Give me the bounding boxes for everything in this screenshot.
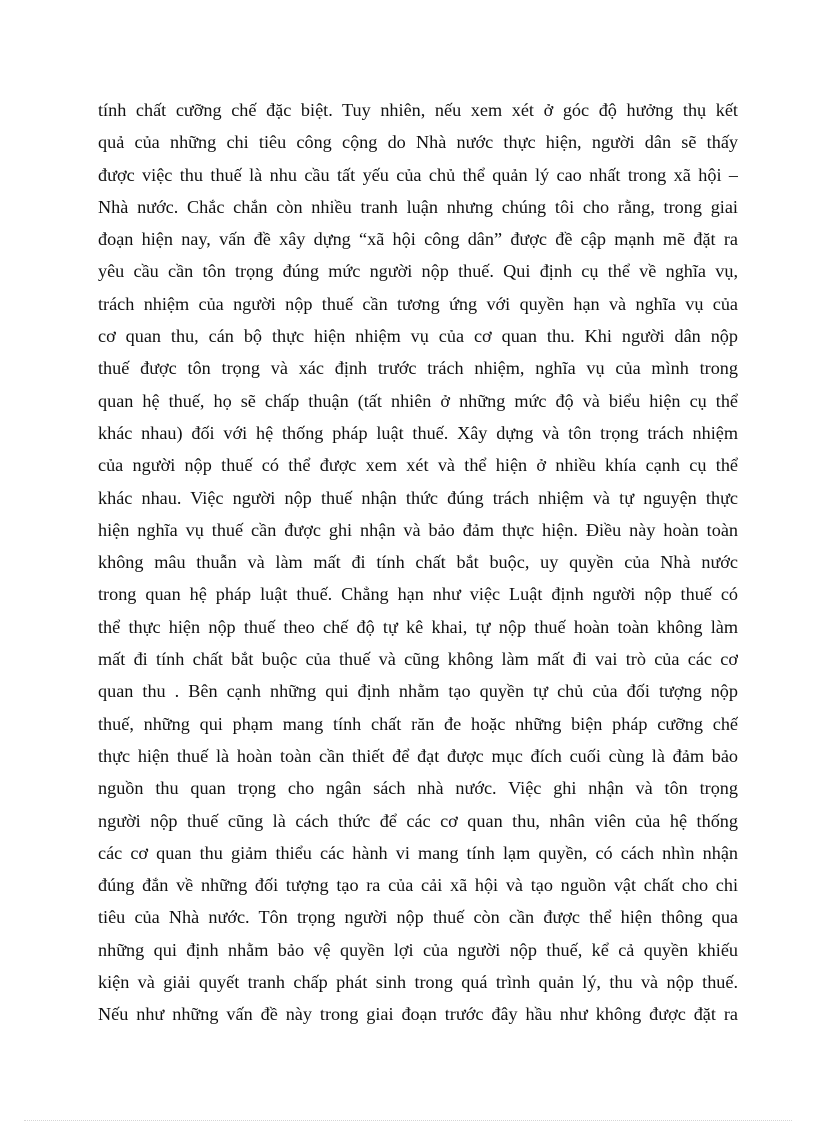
text-line: thuế, những qui phạm mang tính chất răn đe hoặc những biện pháp cưỡng chế (98, 713, 738, 734)
text-line: quan thu . Bên cạnh những qui định nhằm tạo quyền tự chủ của đối tượng nộp (98, 681, 738, 702)
text-line: người nộp thuế cũng là cách thức để các cơ quan thu, nhân viên của hệ thống (98, 810, 738, 831)
text-line: không mâu thuẫn và làm mất đi tính chất bắt buộc, uy quyền của Nhà nước (98, 552, 738, 573)
text-line: của người nộp thuế có thể được xem xét và thể hiện ở nhiều khía cạnh cụ thể (98, 455, 738, 476)
text-line: mất đi tính chất bắt buộc của thuế và cũng không làm mất đi vai trò của các cơ (98, 649, 738, 670)
text-line: thuế được tôn trọng và xác định trước trách nhiệm, nghĩa vụ của mình trong (98, 358, 738, 379)
text-line: đúng đắn về những đối tượng tạo ra của cải xã hội và tạo nguồn vật chất cho chi (98, 875, 738, 896)
text-line: nguồn thu quan trọng cho ngân sách nhà nước. Việc ghi nhận và tôn trọng (98, 778, 738, 799)
text-line: quan hệ thuế, họ sẽ chấp thuận (tất nhiên ở những mức độ và biểu hiện cụ thể (98, 390, 738, 411)
text-line: những qui định nhằm bảo vệ quyền lợi của người nộp thuế, kể cả quyền khiếu (98, 939, 738, 960)
text-line: được việc thu thuế là nhu cầu tất yếu của chủ thể quản lý cao nhất trong xã hội – (98, 164, 738, 185)
text-line: các cơ quan thu giảm thiểu các hành vi mang tính lạm quyền, có cách nhìn nhận (98, 842, 738, 863)
text-line: cơ quan thu, cán bộ thực hiện nhiệm vụ của cơ quan thu. Khi người dân nộp (98, 326, 738, 347)
text-line: trách nhiệm của người nộp thuế cần tương ứng với quyền hạn và nghĩa vụ của (98, 293, 738, 314)
body-text (98, 94, 738, 1031)
text-line: tính chất cưỡng chế đặc biệt. Tuy nhiên, nếu xem xét ở góc độ hưởng thụ kết (98, 100, 738, 120)
text-line: tiêu của Nhà nước. Tôn trọng người nộp thuế còn cần được thể hiện thông qua (98, 907, 738, 928)
text-line: quả của những chi tiêu công cộng do Nhà nước thực hiện, người dân sẽ thấy (98, 132, 738, 153)
text-line: hiện nghĩa vụ thuế cần được ghi nhận và bảo đảm thực hiện. Điều này hoàn toàn (98, 519, 738, 540)
text-line: kiện và giải quyết tranh chấp phát sinh trong quá trình quản lý, thu và nộp thuế. (98, 972, 738, 993)
text-line: đoạn hiện nay, vấn đề xây dựng “xã hội công dân” được đề cập mạnh mẽ đặt ra (98, 229, 738, 250)
text-line: yêu cầu cần tôn trọng đúng mức người nộp thuế. Qui định cụ thể về nghĩa vụ, (98, 261, 738, 282)
text-line: trong quan hệ pháp luật thuế. Chẳng hạn như việc Luật định người nộp thuế có (98, 584, 738, 605)
text-line: thực hiện thuế là hoàn toàn cần thiết để đạt được mục đích cuối cùng là đảm bảo (98, 745, 738, 766)
text-line: thể thực hiện nộp thuế theo chế độ tự kê khai, tự nộp thuế hoàn toàn không làm (98, 616, 738, 637)
page-bottom-divider (24, 1120, 792, 1121)
text-line: khác nhau. Việc người nộp thuế nhận thức đúng trách nhiệm và tự nguyện thực (98, 487, 738, 508)
text-line: khác nhau) đối với hệ thống pháp luật thuế. Xây dựng và tôn trọng trách nhiệm (98, 422, 738, 443)
text-line: Nếu như những vấn đề này trong giai đoạn trước đây hầu như không được đặt ra (98, 1004, 738, 1025)
text-line: Nhà nước. Chắc chắn còn nhiều tranh luận nhưng chúng tôi cho rằng, trong giai (98, 196, 738, 217)
